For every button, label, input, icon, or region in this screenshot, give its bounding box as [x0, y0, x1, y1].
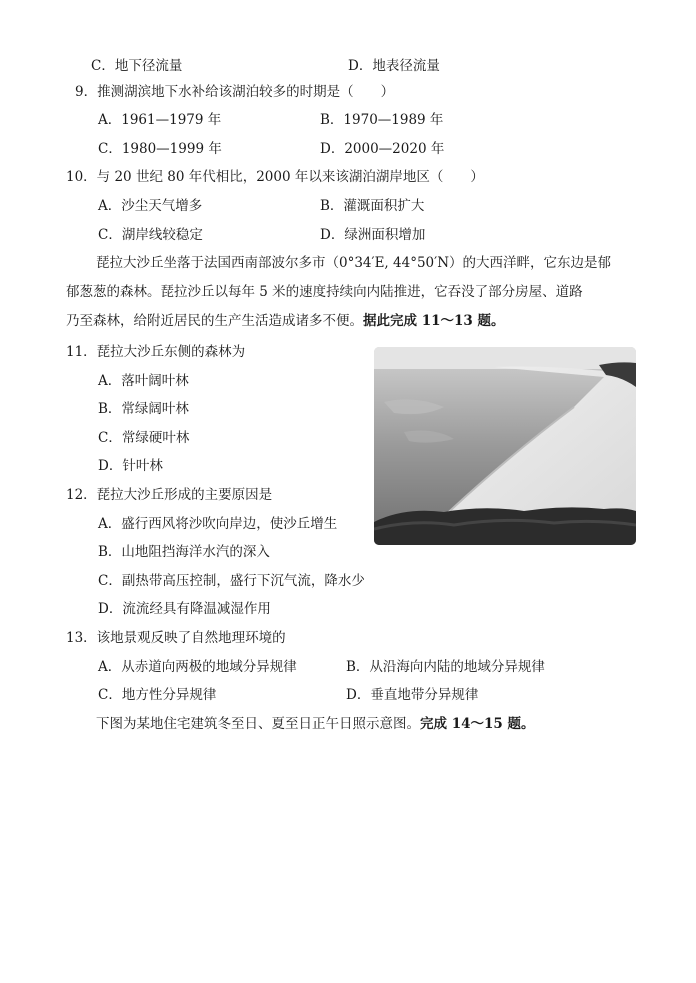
q9-option-d: D．2000—2020 年: [320, 141, 445, 157]
passage2-text: 下图为某地住宅建筑冬至日、夏至日正午日照示意图。: [96, 716, 420, 732]
q9-option-b: B．1970—1989 年: [320, 112, 444, 128]
q13-option-c: C．地方性分异规律: [98, 687, 217, 703]
passage1-line2: 郁葱葱的森林。琵拉沙丘以每年 5 米的速度持续向内陆推进，它吞没了部分房屋、道路: [66, 284, 583, 300]
passage1-line3-text: 乃至森林，给附近居民的生产生活造成诸多不便。: [66, 313, 363, 329]
dune-photo: [374, 347, 636, 545]
passage2-instruction: 完成 14～15 题。: [420, 716, 535, 732]
q12-option-c: C．副热带高压控制，盛行下沉气流，降水少: [98, 573, 365, 589]
q10-stem: 10．与 20 世纪 80 年代相比，2000 年以来该湖泊湖岸地区（ ）: [66, 169, 484, 185]
q11-option-b: B．常绿阔叶林: [98, 401, 189, 417]
q11-option-c: C．常绿硬叶林: [98, 430, 190, 446]
q9-option-c: C．1980—1999 年: [98, 141, 222, 157]
q10-option-d: D．绿洲面积增加: [320, 227, 426, 243]
dune-photo-graphic: [374, 347, 636, 545]
q8-option-d: D．地表径流量: [348, 58, 440, 74]
q10-option-c: C．湖岸线较稳定: [98, 227, 203, 243]
q12-stem: 12．琵拉大沙丘形成的主要原因是: [66, 487, 273, 503]
q13-option-d: D．垂直地带分异规律: [346, 687, 479, 703]
q12-option-d: D．流流经具有降温减湿作用: [98, 601, 271, 617]
q12-option-a: A．盛行西风将沙吹向岸边，使沙丘增生: [98, 516, 338, 532]
q12-option-b: B．山地阻挡海洋水汽的深入: [98, 544, 270, 560]
passage1-instruction: 据此完成 11～13 题。: [363, 313, 505, 329]
q13-option-b: B．从沿海向内陆的地域分异规律: [346, 659, 545, 675]
q9-stem: 9．推测湖滨地下水补给该湖泊较多的时期是（ ）: [75, 84, 395, 100]
passage1-line3: [66, 311, 504, 331]
passage2: [96, 714, 534, 734]
q10-option-b: B．灌溉面积扩大: [320, 198, 425, 214]
q11-option-a: A．落叶阔叶林: [98, 373, 189, 389]
passage1-line1: 琵拉大沙丘坐落于法国西南部波尔多市（0°34′E, 44°50′N）的大西洋畔，它东边是郁: [96, 255, 612, 271]
q13-stem: 13．该地景观反映了自然地理环境的: [66, 630, 286, 646]
q9-option-a: A．1961—1979 年: [98, 112, 222, 128]
q13-option-a: A．从赤道向两极的地域分异规律: [98, 659, 297, 675]
q11-stem: 11．琵拉大沙丘东侧的森林为: [66, 344, 246, 360]
q10-option-a: A．沙尘天气增多: [98, 198, 203, 214]
q11-option-d: D．针叶林: [98, 458, 163, 474]
q8-option-c: C．地下径流量: [91, 58, 183, 74]
